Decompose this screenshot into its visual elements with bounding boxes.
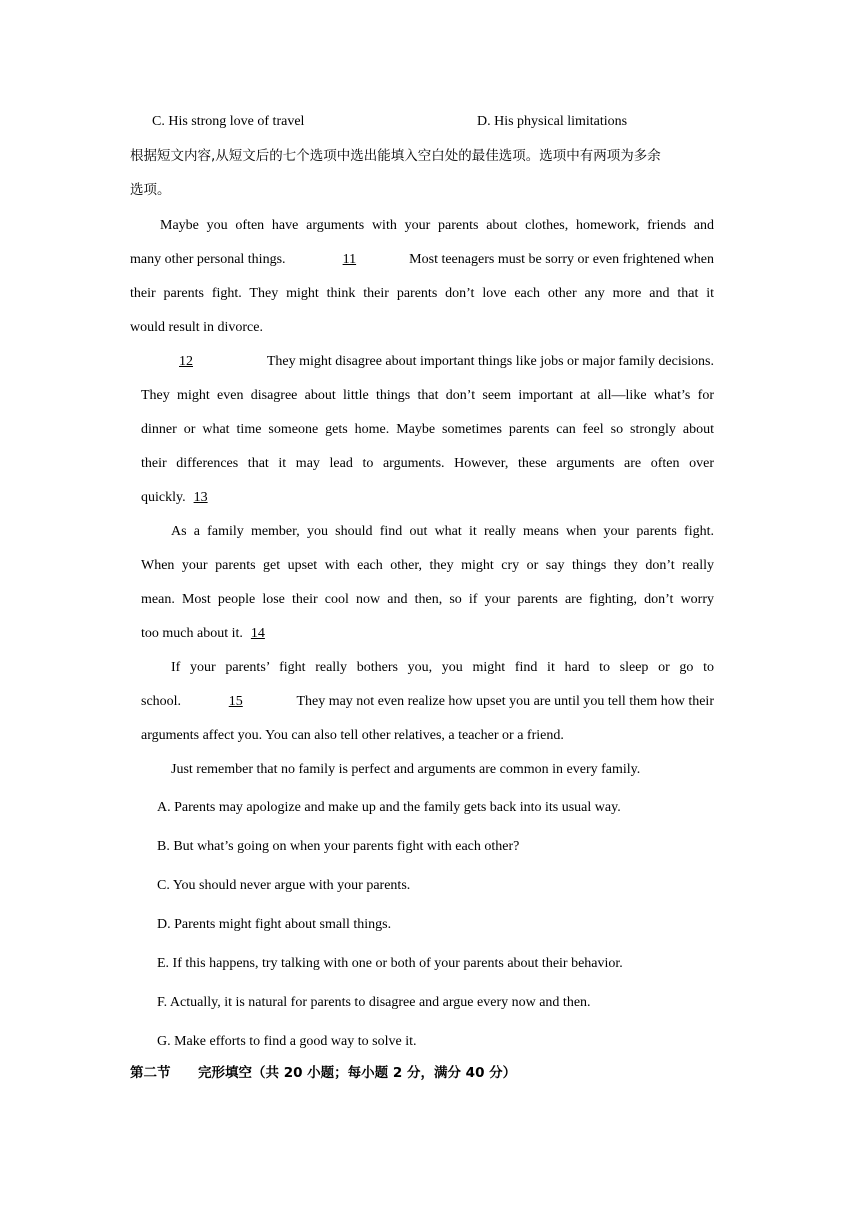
p4-line-2-pre: school.	[141, 694, 182, 709]
p3-line-4	[141, 625, 279, 643]
p1-line-4: would result in divorce.	[130, 320, 263, 335]
p4-line-2	[141, 693, 714, 711]
section-2-title: 完形填空（共 20 小题；每小题 2 分，满分 40 分）	[198, 1065, 517, 1081]
p4-line-3: arguments affect you. You can also tell other relatives, a teacher or a friend.	[141, 728, 564, 743]
p1-line-2-post: Most teenagers must be sorry or even frightened when	[409, 252, 714, 267]
p2-line-5	[141, 489, 220, 507]
p2-line-4: their differences that it may lead to arguments. However, these arguments are often over	[141, 456, 714, 471]
p1-line-3: their parents fight. They might think their parents don’t love each other any more and that it	[130, 286, 714, 301]
p5-line-1: Just remember that no family is perfect and arguments are common in every family.	[171, 762, 641, 777]
p3-line-1: As a family member, you should find out what it really means when your parents fight.	[171, 524, 714, 539]
option-b: B. But what’s going on when your parents fight with each other?	[157, 839, 520, 854]
p1-line-2	[130, 251, 714, 269]
blank-13: 13	[193, 490, 208, 505]
p1-line-1: Maybe you often have arguments with your parents about clothes, homework, friends and	[160, 218, 714, 233]
p3-line-2: When your parents get upset with each other, they might cry or say things they don’t really	[141, 558, 714, 573]
instruction-line-2: 选项。	[130, 182, 171, 198]
p4-line-1: If your parents’ fight really bothers you, you might find it hard to sleep or go to	[171, 660, 714, 675]
p3-line-4-pre: too much about it.	[141, 626, 243, 641]
p2-line-5-pre: quickly.	[141, 490, 186, 505]
blank-12: 12	[179, 354, 193, 369]
p2-line-1-post: They might disagree about important things like jobs or major family decisions.	[266, 354, 714, 369]
option-d: D. Parents might fight about small things.	[157, 917, 392, 932]
option-e: E. If this happens, try talking with one or both of your parents about their behavior.	[157, 956, 623, 971]
option-f: F. Actually, it is natural for parents to disagree and argue every now and then.	[157, 995, 591, 1010]
option-d-prev: D. His physical limitations	[477, 114, 628, 129]
p2-line-1	[171, 353, 714, 371]
p3-line-3: mean. Most people lose their cool now and then, so if your parents are fighting, don’t worry	[141, 592, 714, 607]
blank-11: 11	[342, 252, 357, 267]
option-a: A. Parents may apologize and make up and the family gets back into its usual way.	[157, 800, 621, 815]
p2-line-3: dinner or what time someone gets home. Maybe sometimes parents can feel so strongly about	[141, 422, 714, 437]
blank-14: 14	[250, 626, 265, 641]
p4-line-2-post: They may not even realize how upset you are until you tell them how their	[296, 694, 714, 709]
option-c-prev: C. His strong love of travel	[152, 114, 305, 129]
p1-line-2-pre: many other personal things.	[130, 252, 286, 267]
instruction-line-1: 根据短文内容,从短文后的七个选项中选出能填入空白处的最佳选项。选项中有两项为多余	[130, 148, 661, 164]
option-g: G. Make efforts to find a good way to solve it.	[157, 1034, 417, 1049]
section-2-label: 第二节	[130, 1065, 171, 1081]
p2-line-2: They might even disagree about little things that don’t seem important at all—like what’s for	[141, 388, 714, 403]
blank-15: 15	[228, 694, 243, 709]
option-c: C. You should never argue with your parents.	[157, 878, 411, 893]
